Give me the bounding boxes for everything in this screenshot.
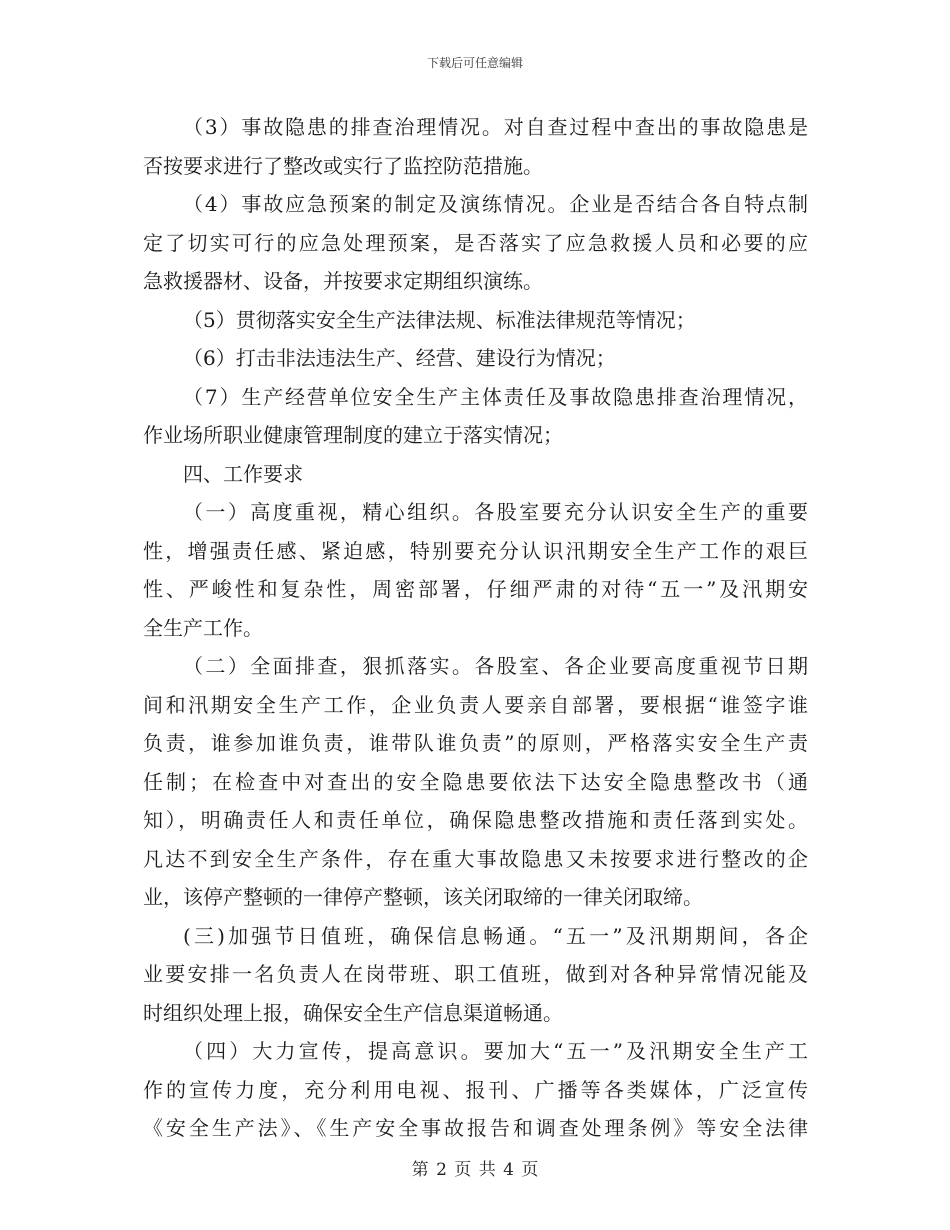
text-line: （6）打击非法违法生产、经营、建设行为情况； [183, 346, 616, 370]
text-line: 四、工作要求 [183, 461, 303, 486]
text-line: （5）贯彻落实安全生产法律法规、标准法律规范等情况； [183, 307, 696, 332]
page-header: 下载后可任意编辑 [426, 56, 523, 70]
text-line: 性，增强责任感、紧迫感，特别要充分认识汛期安全生产工作的艰巨 [143, 538, 808, 563]
text-line: 否按要求进行了整改或实行了监控防范措施。 [143, 153, 543, 178]
text-line: （7）生产经营单位安全生产主体责任及事故隐患排查治理情况， [183, 384, 808, 409]
text-line: 业要安排一名负责人在岗带班、职工值班，做到对各种异常情况能及 [143, 962, 808, 986]
text-line: 任制；在检查中对查出的安全隐患要依法下达安全隐患整改书（通 [143, 769, 808, 794]
text-line: 知），明确责任人和责任单位，确保隐患整改措施和责任落到实处。 [143, 808, 808, 832]
text-line: 凡达不到安全生产条件，存在重大事故隐患又未按要求进行整改的企 [143, 846, 808, 871]
page-number: 第 2 页 共 4 页 [411, 1160, 539, 1180]
text-line: （四）大力宣传，提高意识。要加大“五一”及汛期安全生产工 [183, 1039, 808, 1063]
text-line: 负责，谁参加谁负责，谁带队谁负责”的原则，严格落实安全生产责 [143, 731, 808, 755]
text-line: (三)加强节日值班，确保信息畅通。“五一”及汛期期间，各企 [183, 923, 808, 948]
text-line: 全生产工作。 [143, 615, 263, 640]
text-line: 定了切实可行的应急处理预案，是否落实了应急救援人员和必要的应 [143, 230, 808, 255]
text-line: （一）高度重视，精心组织。各股室要充分认识安全生产的重要 [183, 500, 808, 524]
text-line: （3）事故隐患的排查治理情况。对自查过程中查出的事故隐患是 [183, 115, 808, 139]
text-line: 作业场所职业健康管理制度的建立于落实情况； [143, 423, 563, 447]
text-line: 《安全生产法》、《生产安全事故报告和调查处理条例》等安全法律 [143, 1116, 808, 1140]
text-line: （二）全面排查，狠抓落实。各股室、各企业要高度重视节日期 [183, 654, 808, 678]
text-line: （4）事故应急预案的制定及演练情况。企业是否结合各自特点制 [183, 192, 808, 216]
text-line: 间和汛期安全生产工作，企业负责人要亲自部署，要根据“谁签字谁 [143, 692, 808, 717]
text-line: 急救援器材、设备，并按要求定期组织演练。 [143, 269, 543, 293]
text-line: 性、严峻性和复杂性，周密部署，仔细严肃的对待“五一”及汛期安 [143, 577, 808, 601]
text-line: 时组织处理上报，确保安全生产信息渠道畅通。 [143, 1000, 563, 1025]
text-line: 业，该停产整顿的一律停产整顿，该关闭取缔的一律关闭取缔。 [143, 885, 703, 909]
text-line: 作的宣传力度，充分利用电视、报刊、广播等各类媒体，广泛宣传 [143, 1077, 808, 1102]
document-body [143, 108, 808, 1148]
